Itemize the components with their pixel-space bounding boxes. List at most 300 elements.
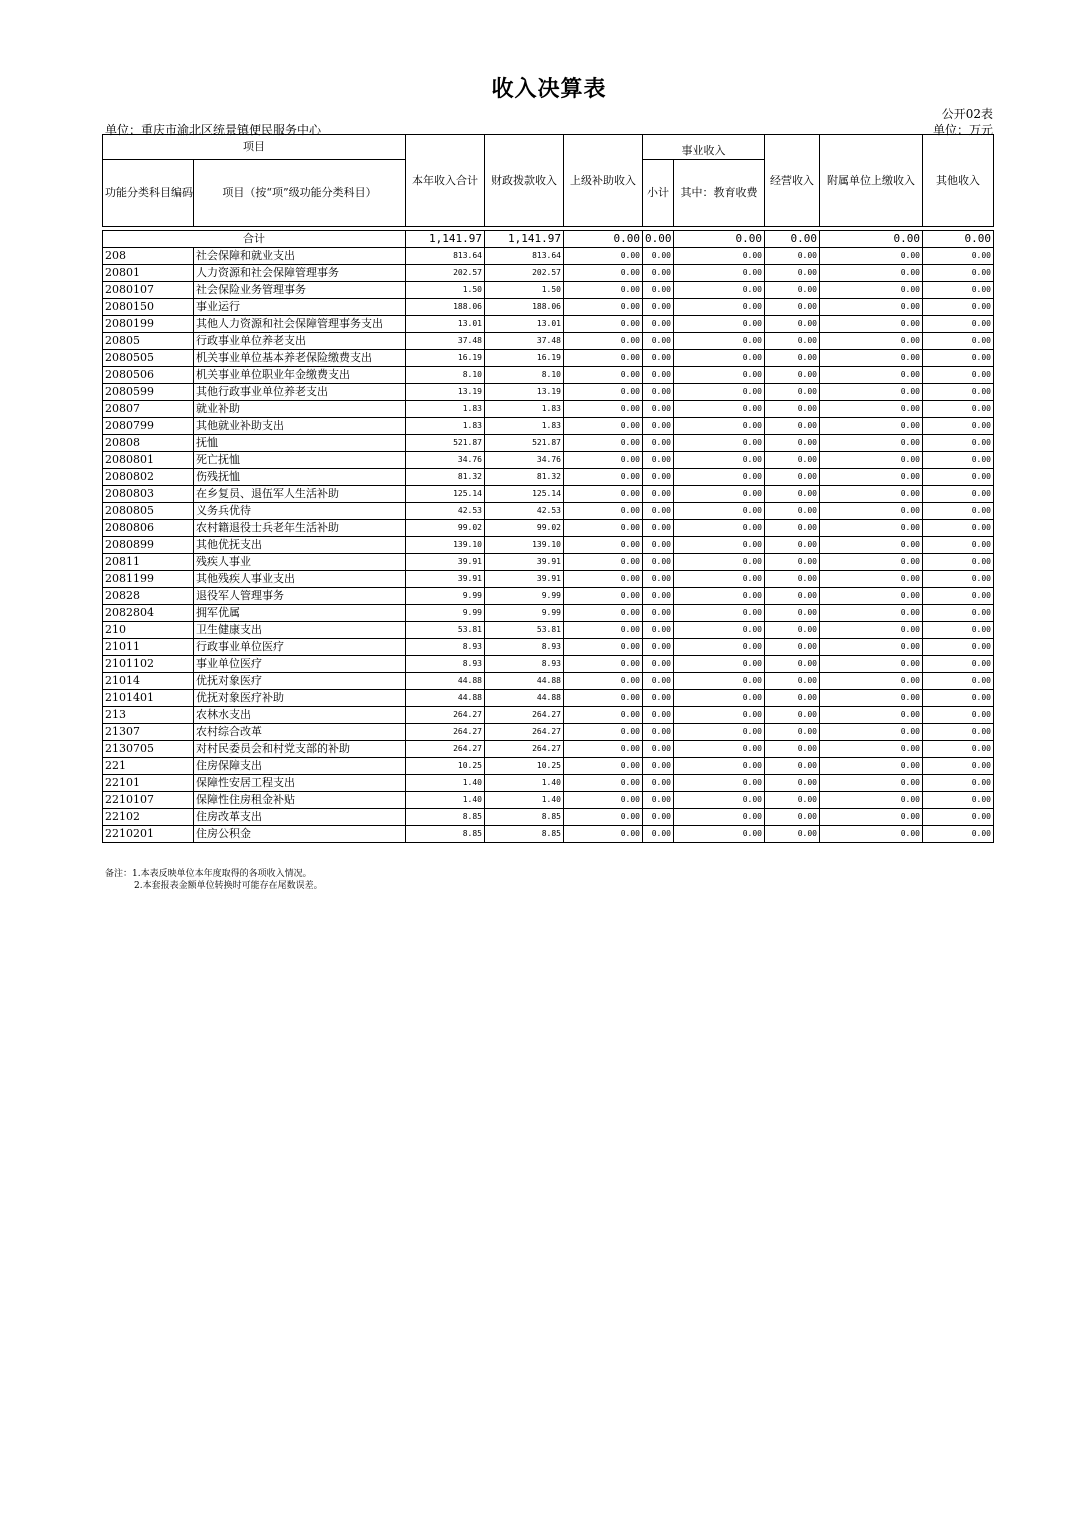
row-value: 8.85: [406, 809, 485, 826]
row-value: 0.00: [923, 605, 994, 622]
row-value: 0.00: [820, 316, 923, 333]
total-cell: 0.00: [765, 231, 820, 248]
table-row: [103, 435, 994, 452]
row-value: 0.00: [674, 571, 765, 588]
row-value: 0.00: [923, 367, 994, 384]
row-value: 1.83: [485, 401, 564, 418]
row-value: 0.00: [765, 452, 820, 469]
row-value: 0.00: [674, 809, 765, 826]
row-value: 13.01: [485, 316, 564, 333]
row-value: 0.00: [564, 435, 643, 452]
row-name: 其他就业补助支出: [194, 418, 406, 435]
row-code: 2080599: [103, 384, 194, 401]
row-code: 20807: [103, 401, 194, 418]
row-value: 0.00: [674, 452, 765, 469]
row-value: 0.00: [923, 571, 994, 588]
row-value: 0.00: [643, 673, 674, 690]
header-code: 功能分类科目编码: [103, 160, 194, 227]
row-value: 1.50: [485, 282, 564, 299]
row-value: 0.00: [674, 639, 765, 656]
row-value: 1.40: [485, 792, 564, 809]
row-value: 0.00: [923, 809, 994, 826]
row-value: 0.00: [923, 741, 994, 758]
table-row: [103, 418, 994, 435]
row-code: 2080805: [103, 503, 194, 520]
row-value: 0.00: [564, 639, 643, 656]
row-value: 0.00: [765, 401, 820, 418]
row-value: 0.00: [923, 248, 994, 265]
table-row: [103, 741, 994, 758]
row-value: 0.00: [765, 588, 820, 605]
row-value: 44.88: [485, 690, 564, 707]
total-cell: 0.00: [820, 231, 923, 248]
row-value: 0.00: [820, 248, 923, 265]
row-value: 81.32: [485, 469, 564, 486]
table-row: [103, 503, 994, 520]
row-value: 42.53: [485, 503, 564, 520]
row-value: 0.00: [765, 537, 820, 554]
row-value: 264.27: [406, 741, 485, 758]
row-value: 13.19: [406, 384, 485, 401]
row-name: 保障性安居工程支出: [194, 775, 406, 792]
row-name: 就业补助: [194, 401, 406, 418]
row-value: 0.00: [923, 520, 994, 537]
row-name: 其他行政事业单位养老支出: [194, 384, 406, 401]
row-code: 2210201: [103, 826, 194, 843]
row-code: 221: [103, 758, 194, 775]
row-value: 0.00: [643, 809, 674, 826]
row-value: 0.00: [765, 656, 820, 673]
row-value: 0.00: [765, 333, 820, 350]
row-value: 0.00: [923, 622, 994, 639]
row-value: 0.00: [674, 367, 765, 384]
row-value: 34.76: [406, 452, 485, 469]
row-value: 0.00: [643, 690, 674, 707]
row-value: 202.57: [485, 265, 564, 282]
row-value: 0.00: [643, 265, 674, 282]
table-row: [103, 656, 994, 673]
row-value: 44.88: [485, 673, 564, 690]
table-row: [103, 469, 994, 486]
row-value: 0.00: [564, 673, 643, 690]
income-table: [102, 134, 994, 843]
row-name: 事业单位医疗: [194, 656, 406, 673]
row-value: 0.00: [923, 707, 994, 724]
row-value: 0.00: [923, 639, 994, 656]
row-value: 1.83: [406, 401, 485, 418]
header-other: 其他收入: [923, 135, 994, 227]
row-value: 0.00: [674, 435, 765, 452]
table-row: [103, 401, 994, 418]
row-value: 0.00: [643, 248, 674, 265]
row-value: 0.00: [674, 469, 765, 486]
row-value: 0.00: [923, 435, 994, 452]
row-value: 0.00: [674, 265, 765, 282]
table-row: [103, 248, 994, 265]
row-value: 0.00: [674, 350, 765, 367]
row-value: 0.00: [923, 265, 994, 282]
row-value: 0.00: [923, 282, 994, 299]
total-label: 合计: [103, 231, 406, 248]
row-value: 0.00: [564, 265, 643, 282]
row-value: 0.00: [564, 367, 643, 384]
row-code: 21011: [103, 639, 194, 656]
table-row: [103, 384, 994, 401]
table-row: [103, 316, 994, 333]
row-value: 0.00: [674, 588, 765, 605]
row-value: 0.00: [564, 452, 643, 469]
row-value: 0.00: [765, 435, 820, 452]
row-value: 0.00: [820, 367, 923, 384]
row-code: 2081199: [103, 571, 194, 588]
row-name: 其他残疾人事业支出: [194, 571, 406, 588]
row-value: 0.00: [564, 656, 643, 673]
row-value: 8.10: [485, 367, 564, 384]
row-value: 0.00: [765, 418, 820, 435]
row-value: 0.00: [643, 367, 674, 384]
row-code: 208: [103, 248, 194, 265]
row-value: 10.25: [406, 758, 485, 775]
row-value: 0.00: [765, 690, 820, 707]
row-value: 0.00: [564, 350, 643, 367]
row-value: 813.64: [485, 248, 564, 265]
row-value: 0.00: [820, 656, 923, 673]
row-name: 机关事业单位职业年金缴费支出: [194, 367, 406, 384]
row-value: 0.00: [765, 775, 820, 792]
row-value: 0.00: [923, 418, 994, 435]
row-value: 0.00: [765, 724, 820, 741]
row-value: 0.00: [820, 537, 923, 554]
row-value: 0.00: [674, 673, 765, 690]
table-row: [103, 333, 994, 350]
row-name: 住房公积金: [194, 826, 406, 843]
table-row: [103, 724, 994, 741]
row-value: 0.00: [923, 333, 994, 350]
row-code: 2130705: [103, 741, 194, 758]
row-value: 0.00: [643, 452, 674, 469]
row-value: 0.00: [765, 350, 820, 367]
row-value: 1.40: [406, 792, 485, 809]
row-code: 2101102: [103, 656, 194, 673]
row-value: 0.00: [820, 622, 923, 639]
row-code: 2210107: [103, 792, 194, 809]
row-value: 0.00: [765, 758, 820, 775]
total-row: [103, 231, 994, 248]
row-name: 拥军优属: [194, 605, 406, 622]
row-name: 抚恤: [194, 435, 406, 452]
row-value: 0.00: [643, 588, 674, 605]
row-value: 0.00: [564, 826, 643, 843]
row-value: 0.00: [923, 826, 994, 843]
row-value: 139.10: [406, 537, 485, 554]
row-code: 21014: [103, 673, 194, 690]
row-value: 0.00: [820, 486, 923, 503]
row-value: 0.00: [564, 622, 643, 639]
row-value: 0.00: [564, 571, 643, 588]
row-code: 21307: [103, 724, 194, 741]
row-value: 0.00: [765, 316, 820, 333]
row-name: 保障性住房租金补贴: [194, 792, 406, 809]
row-value: 0.00: [923, 724, 994, 741]
table-row: [103, 605, 994, 622]
table-row: [103, 571, 994, 588]
table-row: [103, 775, 994, 792]
row-value: 0.00: [923, 758, 994, 775]
row-value: 8.85: [406, 826, 485, 843]
row-value: 0.00: [820, 605, 923, 622]
row-value: 0.00: [564, 588, 643, 605]
row-value: 0.00: [820, 809, 923, 826]
row-code: 213: [103, 707, 194, 724]
row-value: 0.00: [643, 639, 674, 656]
row-value: 0.00: [564, 418, 643, 435]
table-row: [103, 758, 994, 775]
row-value: 0.00: [923, 486, 994, 503]
row-code: 20808: [103, 435, 194, 452]
row-value: 0.00: [564, 248, 643, 265]
row-value: 0.00: [643, 792, 674, 809]
row-value: 0.00: [765, 809, 820, 826]
row-value: 0.00: [564, 809, 643, 826]
row-value: 0.00: [674, 503, 765, 520]
row-value: 8.10: [406, 367, 485, 384]
row-code: 2080899: [103, 537, 194, 554]
row-value: 0.00: [923, 656, 994, 673]
row-value: 0.00: [820, 792, 923, 809]
row-code: 2080799: [103, 418, 194, 435]
total-cell: 0.00: [923, 231, 994, 248]
row-name: 行政事业单位养老支出: [194, 333, 406, 350]
row-value: 37.48: [406, 333, 485, 350]
row-value: 188.06: [406, 299, 485, 316]
table-row: [103, 299, 994, 316]
row-name: 死亡抚恤: [194, 452, 406, 469]
row-value: 0.00: [674, 282, 765, 299]
row-name: 优抚对象医疗补助: [194, 690, 406, 707]
row-code: 2080506: [103, 367, 194, 384]
row-value: 0.00: [923, 316, 994, 333]
row-value: 264.27: [406, 724, 485, 741]
row-value: 0.00: [564, 299, 643, 316]
row-value: 0.00: [643, 469, 674, 486]
row-code: 2080199: [103, 316, 194, 333]
row-value: 0.00: [820, 690, 923, 707]
row-name: 卫生健康支出: [194, 622, 406, 639]
row-value: 0.00: [820, 469, 923, 486]
row-value: 0.00: [643, 656, 674, 673]
row-name: 事业运行: [194, 299, 406, 316]
row-value: 9.99: [485, 588, 564, 605]
row-value: 53.81: [406, 622, 485, 639]
row-value: 521.87: [406, 435, 485, 452]
row-code: 2080801: [103, 452, 194, 469]
table-row: [103, 792, 994, 809]
row-value: 0.00: [765, 299, 820, 316]
table-row: [103, 537, 994, 554]
row-code: 22102: [103, 809, 194, 826]
row-value: 16.19: [406, 350, 485, 367]
row-value: 0.00: [564, 520, 643, 537]
row-value: 0.00: [923, 690, 994, 707]
table-row: [103, 622, 994, 639]
row-value: 0.00: [820, 265, 923, 282]
row-value: 0.00: [765, 826, 820, 843]
row-name: 社会保险业务管理事务: [194, 282, 406, 299]
row-code: 2080806: [103, 520, 194, 537]
row-value: 0.00: [643, 316, 674, 333]
table-row: [103, 673, 994, 690]
row-name: 伤残抚恤: [194, 469, 406, 486]
row-value: 0.00: [674, 775, 765, 792]
row-value: 0.00: [820, 707, 923, 724]
row-value: 0.00: [564, 690, 643, 707]
row-value: 0.00: [643, 486, 674, 503]
row-code: 2080802: [103, 469, 194, 486]
row-value: 0.00: [820, 639, 923, 656]
row-value: 13.19: [485, 384, 564, 401]
table-row: [103, 690, 994, 707]
row-value: 9.99: [406, 605, 485, 622]
row-name: 义务兵优待: [194, 503, 406, 520]
row-value: 39.91: [406, 554, 485, 571]
header-affiliated: 附属单位上缴收入: [820, 135, 923, 227]
row-value: 0.00: [643, 418, 674, 435]
row-value: 0.00: [820, 452, 923, 469]
row-value: 53.81: [485, 622, 564, 639]
form-number: 公开02表: [941, 107, 993, 121]
row-value: 0.00: [674, 605, 765, 622]
row-value: 13.01: [406, 316, 485, 333]
row-value: 0.00: [820, 673, 923, 690]
row-value: 0.00: [564, 469, 643, 486]
row-value: 0.00: [820, 826, 923, 843]
row-value: 0.00: [765, 469, 820, 486]
row-code: 2101401: [103, 690, 194, 707]
row-value: 0.00: [643, 741, 674, 758]
row-value: 0.00: [564, 792, 643, 809]
total-cell: 0.00: [643, 231, 674, 248]
row-value: 521.87: [485, 435, 564, 452]
row-value: 1.40: [406, 775, 485, 792]
row-name: 在乡复员、退伍军人生活补助: [194, 486, 406, 503]
row-name: 其他优抚支出: [194, 537, 406, 554]
header-subtotal: 小计: [643, 160, 674, 227]
row-name: 社会保障和就业支出: [194, 248, 406, 265]
row-value: 0.00: [820, 724, 923, 741]
row-value: 0.00: [820, 350, 923, 367]
row-value: 0.00: [564, 741, 643, 758]
row-value: 0.00: [923, 299, 994, 316]
row-value: 0.00: [564, 486, 643, 503]
row-value: 0.00: [564, 537, 643, 554]
row-value: 39.91: [485, 571, 564, 588]
row-value: 8.85: [485, 826, 564, 843]
row-name: 人力资源和社会保障管理事务: [194, 265, 406, 282]
row-value: 0.00: [564, 282, 643, 299]
row-code: 20811: [103, 554, 194, 571]
row-value: 0.00: [643, 333, 674, 350]
row-value: 0.00: [643, 707, 674, 724]
row-value: 44.88: [406, 673, 485, 690]
row-value: 0.00: [564, 503, 643, 520]
row-value: 0.00: [643, 401, 674, 418]
row-value: 0.00: [820, 554, 923, 571]
row-value: 0.00: [674, 554, 765, 571]
row-value: 0.00: [923, 401, 994, 418]
row-value: 0.00: [765, 384, 820, 401]
row-value: 1.83: [406, 418, 485, 435]
row-value: 0.00: [765, 367, 820, 384]
row-value: 0.00: [674, 826, 765, 843]
row-value: 0.00: [643, 622, 674, 639]
header-business-group: 事业收入: [643, 135, 765, 160]
row-value: 0.00: [765, 282, 820, 299]
row-code: 2082804: [103, 605, 194, 622]
row-value: 34.76: [485, 452, 564, 469]
row-value: 0.00: [643, 520, 674, 537]
row-value: 0.00: [564, 333, 643, 350]
header-item-group: 项目: [103, 135, 406, 160]
row-value: 0.00: [674, 418, 765, 435]
row-value: 8.93: [406, 639, 485, 656]
row-value: 202.57: [406, 265, 485, 282]
row-value: 0.00: [820, 741, 923, 758]
row-value: 0.00: [674, 758, 765, 775]
table-row: [103, 809, 994, 826]
row-value: 0.00: [923, 537, 994, 554]
row-value: 0.00: [923, 384, 994, 401]
row-value: 0.00: [674, 690, 765, 707]
row-code: 2080107: [103, 282, 194, 299]
row-value: 0.00: [643, 605, 674, 622]
row-value: 1.40: [485, 775, 564, 792]
row-value: 0.00: [674, 333, 765, 350]
row-value: 0.00: [765, 622, 820, 639]
row-value: 0.00: [564, 775, 643, 792]
row-name: 退役军人管理事务: [194, 588, 406, 605]
row-value: 0.00: [643, 724, 674, 741]
row-value: 0.00: [643, 775, 674, 792]
row-value: 10.25: [485, 758, 564, 775]
row-value: 9.99: [485, 605, 564, 622]
header-operating: 经营收入: [765, 135, 820, 227]
row-value: 0.00: [765, 248, 820, 265]
row-value: 813.64: [406, 248, 485, 265]
table-row: [103, 265, 994, 282]
row-value: 0.00: [923, 588, 994, 605]
row-name: 优抚对象医疗: [194, 673, 406, 690]
row-value: 0.00: [674, 384, 765, 401]
row-value: 0.00: [674, 248, 765, 265]
row-value: 8.93: [485, 656, 564, 673]
row-code: 22101: [103, 775, 194, 792]
row-name: 对村民委员会和村党支部的补助: [194, 741, 406, 758]
row-code: 2080150: [103, 299, 194, 316]
row-name: 住房保障支出: [194, 758, 406, 775]
row-name: 农村籍退役士兵老年生活补助: [194, 520, 406, 537]
row-value: 0.00: [643, 758, 674, 775]
row-value: 264.27: [485, 741, 564, 758]
row-value: 0.00: [820, 588, 923, 605]
row-value: 125.14: [406, 486, 485, 503]
row-value: 0.00: [643, 537, 674, 554]
row-value: 0.00: [674, 537, 765, 554]
row-value: 0.00: [564, 401, 643, 418]
row-value: 0.00: [564, 384, 643, 401]
row-name: 残疾人事业: [194, 554, 406, 571]
header-name: 项目（按“项”级功能分类科目）: [194, 160, 406, 227]
row-value: 0.00: [765, 707, 820, 724]
